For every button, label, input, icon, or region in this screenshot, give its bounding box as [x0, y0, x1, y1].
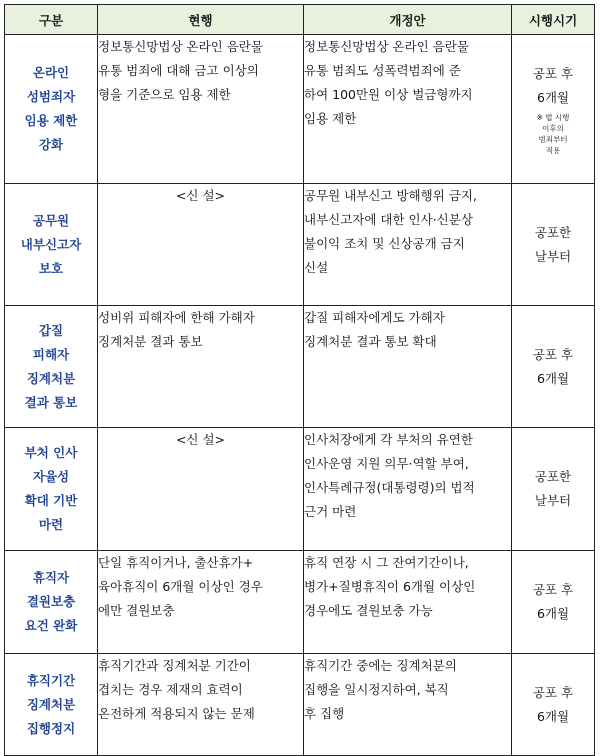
category-cell: [5, 184, 98, 306]
revised-line: 징계처분 결과 통보 확대: [304, 334, 437, 349]
current-line: 온전하게 적용되지 않는 문제: [98, 706, 255, 721]
category-line: 공무원: [32, 212, 70, 228]
revised-line: 근거 마련: [304, 504, 357, 519]
effective-line: 날부터: [534, 248, 572, 264]
category-line: 결원보충: [26, 594, 76, 609]
revised-line: 갑질 피해자에게도 가해자: [304, 310, 445, 325]
effective-line: 날부터: [534, 493, 572, 508]
table-row: [5, 551, 595, 654]
effective-cell: [512, 184, 595, 306]
current-cell: [98, 654, 304, 756]
category-line: 강화: [38, 137, 64, 152]
current-cell: [98, 184, 304, 306]
current-line: 형을 기준으로 임용 제한: [98, 87, 231, 102]
table-row: [5, 306, 595, 428]
revised-line: 유통 범죄도 성폭력범죄에 준: [304, 63, 461, 78]
current-line: <신 설>: [175, 432, 226, 447]
current-line: 에만 결원보충: [98, 603, 175, 618]
category-line: 갑질: [38, 322, 64, 338]
effective-line: 6개월: [536, 606, 570, 621]
current-cell: [98, 551, 304, 654]
revised-line: 인사특례규정(대통령령)의 법적: [304, 480, 475, 495]
current-line: 육아휴직이 6개월 이상인 경우: [98, 579, 263, 594]
revised-cell: [304, 184, 512, 306]
revised-cell: [304, 428, 512, 551]
effective-cell: [512, 654, 595, 756]
effective-line: 공포한: [534, 224, 572, 240]
header-revised: 개정안: [304, 5, 512, 35]
revised-line: 인사운영 지원 의무·역할 부여,: [304, 456, 469, 471]
effective-cell: [512, 306, 595, 428]
revised-line: 내부신고자에 대한 인사·신분상: [304, 212, 473, 227]
category-line: 온라인: [32, 65, 70, 80]
current-line: 정보통신망법상 온라인 음란물: [98, 39, 263, 54]
header-current: 현행: [98, 5, 304, 35]
effective-cell: [512, 35, 595, 184]
current-line: 성비위 피해자에 한해 가해자: [98, 310, 255, 325]
table-row: [5, 428, 595, 551]
revised-cell: [304, 35, 512, 184]
law-amendment-table: [4, 4, 595, 756]
category-cell: [5, 428, 98, 551]
current-line: <신 설>: [175, 188, 226, 203]
category-line: 부처 인사: [24, 445, 78, 460]
note-line: 적용: [545, 146, 561, 155]
header-effective: 시행시기: [512, 5, 595, 35]
revised-line: 후 집행: [304, 706, 345, 721]
revised-cell: [304, 306, 512, 428]
revised-line: 병가+질병휴직이 6개월 이상인: [304, 579, 476, 594]
revised-line: 인사처장에게 각 부처의 유연한: [304, 432, 473, 447]
revised-line: 임용 제한: [304, 111, 357, 126]
effective-line: 공포 후: [532, 346, 574, 362]
category-cell: [5, 551, 98, 654]
category-line: 임용 제한: [24, 113, 78, 128]
current-cell: [98, 306, 304, 428]
table-row: [5, 654, 595, 756]
effective-line: 공포 후: [532, 684, 574, 700]
revised-line: 하여 100만원 이상 벌금형까지: [304, 87, 473, 102]
effective-cell: [512, 428, 595, 551]
current-cell: [98, 428, 304, 551]
revised-line: 공무원 내부신고 방해행위 금지,: [304, 188, 477, 203]
effective-line: 6개월: [536, 90, 570, 105]
category-line: 보호: [38, 260, 64, 276]
effective-cell: [512, 551, 595, 654]
revised-line: 경우에도 결원보충 가능: [304, 603, 433, 618]
note-line: 범죄부터: [538, 135, 568, 144]
header-row: [5, 5, 595, 35]
effective-line: 공포한: [534, 469, 572, 484]
category-line: 징계처분: [26, 370, 76, 386]
effective-line: 공포 후: [532, 66, 574, 81]
header-category: 구분: [5, 5, 98, 35]
category-line: 요건 완화: [24, 618, 78, 633]
current-cell: [98, 35, 304, 184]
current-line: 단일 휴직이거나, 출산휴가+: [98, 555, 254, 570]
note-line: ※ 법 시행: [536, 113, 570, 122]
revised-line: 집행을 일시정지하여, 복직: [304, 682, 449, 697]
category-line: 집행정지: [26, 720, 76, 736]
category-cell: [5, 306, 98, 428]
category-line: 마련: [38, 517, 64, 532]
category-line: 휴직자: [32, 570, 70, 585]
category-line: 피해자: [32, 346, 70, 362]
effective-line: 공포 후: [532, 582, 574, 597]
table-row: [5, 35, 595, 184]
revised-line: 휴직 연장 시 그 잔여기간이나,: [304, 555, 469, 570]
category-line: 확대 기반: [24, 493, 78, 508]
category-line: 결과 통보: [24, 394, 78, 410]
effective-line: 6개월: [536, 708, 570, 724]
current-line: 겹치는 경우 제재의 효력이: [98, 682, 243, 697]
revised-line: 휴직기간 중에는 징계처분의: [304, 658, 457, 673]
category-cell: [5, 654, 98, 756]
revised-line: 정보통신망법상 온라인 음란물: [304, 39, 469, 54]
revised-cell: [304, 654, 512, 756]
category-line: 내부신고자: [20, 236, 82, 252]
table-row: [5, 184, 595, 306]
category-line: 성범죄자: [26, 89, 76, 104]
category-line: 자율성: [32, 469, 70, 484]
revised-cell: [304, 551, 512, 654]
note-line: 이후의: [542, 124, 564, 133]
effective-note: [512, 112, 594, 156]
effective-line: 6개월: [536, 370, 570, 386]
current-line: 유통 범죄에 대해 금고 이상의: [98, 63, 259, 78]
revised-line: 불이익 조치 및 신상공개 금지: [304, 236, 465, 251]
category-cell: [5, 35, 98, 184]
category-line: 휴직기간: [26, 672, 76, 688]
category-line: 징계처분: [26, 696, 76, 712]
revised-line: 신설: [304, 260, 329, 275]
current-line: 징계처분 결과 통보: [98, 334, 203, 349]
current-line: 휴직기간과 징계처분 기간이: [98, 658, 251, 673]
